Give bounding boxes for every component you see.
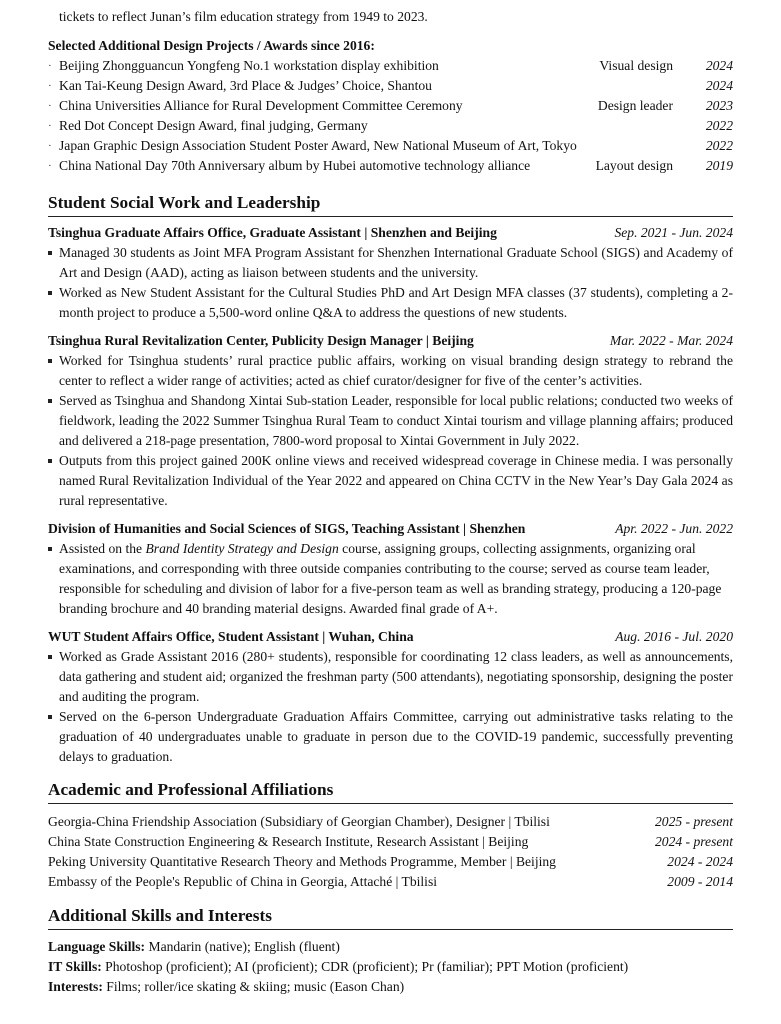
project-item [48, 96, 733, 116]
bullet-item: Worked for Tsinghua students’ rural practice public affairs, working on visual branding design strategy to rebrand the center to reflect a wider range of activities; acted as chief curator/designer for five of the center’s activities. [48, 351, 733, 391]
affiliation-text: Embassy of the People's Republic of China in Georgia, Attaché | Tbilisi [48, 874, 438, 889]
project-text: Beijing Zhongguancun Yongfeng No.1 workstation display exhibition [59, 58, 439, 73]
course-name: Brand Identity Strategy and Design [145, 541, 339, 556]
skill-value: Films; roller/ice skating & skiing; music (Eason Chan) [102, 979, 405, 994]
affiliation-dates: 2024 - 2024 [667, 854, 733, 869]
bullet-item: Served on the 6-person Undergraduate Graduation Affairs Committee, carrying out administrative tasks relating to the graduation of 40 undergraduates unable to graduate in person due to the COVID-19 pandemic, successfully preventing delays to graduation. [48, 707, 733, 767]
project-role: Layout design [595, 158, 673, 173]
job-org: Tsinghua Rural Revitalization Center, Publicity Design Manager | Beijing [48, 333, 474, 348]
job-org: Division of Humanities and Social Sciences of SIGS, Teaching Assistant | Shenzhen [48, 521, 526, 536]
section-title-affiliations: Academic and Professional Affiliations [48, 778, 733, 804]
job-heading [48, 627, 733, 647]
bullet-item: Managed 30 students as Joint MFA Program Assistant for Shenzhen International Graduate School (SIGS) and Academy of Art and Design (AAD), acting as liaison between students and the university. [48, 243, 733, 283]
job-bullets [48, 647, 733, 767]
bullet-item: Worked as Grade Assistant 2016 (280+ students), responsible for coordinating 12 class leaders, as well as announcements, data gathering and student aid; organized the freshman party (500 attendants), negotiating sponsorship, designing the poster and auditing the program. [48, 647, 733, 707]
section-title-skills: Additional Skills and Interests [48, 904, 733, 930]
skill-value: Photoshop (proficient); AI (proficient); CDR (proficient); Pr (familiar); PPT Motion (proficient) [101, 959, 629, 974]
project-role: Visual design [599, 58, 673, 73]
bullet-dot: · [48, 80, 52, 92]
bullet-item: Worked as New Student Assistant for the Cultural Studies PhD and Art Design MFA classes (37 students), completing a 2-month project to produce a 5,500-word online Q&A to address the questions of new students. [48, 283, 733, 323]
job-heading [48, 331, 733, 351]
job-org: Tsinghua Graduate Affairs Office, Graduate Assistant | Shenzhen and Beijing [48, 225, 497, 240]
job-heading [48, 223, 733, 243]
affiliation-text: Peking University Quantitative Research Theory and Methods Programme, Member | Beijing [48, 854, 556, 869]
project-item [48, 156, 733, 176]
project-item [48, 56, 733, 76]
bullet-dot: · [48, 120, 52, 132]
skill-row-language [48, 937, 733, 957]
section-title-social-work: Student Social Work and Leadership [48, 191, 733, 217]
bullet-dot: · [48, 140, 52, 152]
affiliations-list [48, 812, 733, 892]
affiliation-item [48, 852, 733, 872]
project-text: Japan Graphic Design Association Student Poster Award, New National Museum of Art, Tokyo [59, 138, 577, 153]
skills-list [48, 937, 733, 997]
project-year: 2024 [705, 78, 733, 93]
job-dates: Apr. 2022 - Jun. 2022 [615, 521, 733, 536]
affiliation-item [48, 812, 733, 832]
project-text: China Universities Alliance for Rural Development Committee Ceremony [59, 98, 463, 113]
project-item [48, 76, 733, 96]
job-dates: Mar. 2022 - Mar. 2024 [609, 333, 733, 348]
job-heading [48, 519, 733, 539]
skill-label: Interests: [48, 979, 103, 994]
affiliation-dates: 2025 - present [654, 814, 733, 829]
job-bullets [48, 243, 733, 323]
skill-row-interests [48, 977, 733, 997]
project-year: 2024 [705, 58, 733, 73]
bullet-text-suffix: course, assigning groups, collecting assignments, organizing oral examinations, and corresponding with three outside companies contributing to the course; served as course team leader, responsible for scheduling and division of labor for a five-person team as well as branding strategy, producing a 120-page branding brochure and 40 branding material designs. Awarded final grade of A+. [59, 541, 722, 616]
job-dates: Aug. 2016 - Jul. 2020 [615, 629, 733, 644]
project-role: Design leader [597, 98, 673, 113]
bullet-item [48, 539, 733, 619]
bullet-dot: · [48, 60, 52, 72]
affiliation-text: China State Construction Engineering & Research Institute, Research Assistant | Beijing [48, 834, 529, 849]
bullet-text-prefix: Assisted on the [59, 541, 146, 556]
skill-label: Language Skills: [48, 939, 146, 954]
project-year: 2023 [705, 98, 733, 113]
affiliation-text: Georgia-China Friendship Association (Subsidiary of Georgian Chamber), Designer | Tbilisi [48, 814, 550, 829]
job-org: WUT Student Affairs Office, Student Assistant | Wuhan, China [48, 629, 414, 644]
affiliation-item [48, 832, 733, 852]
affiliation-dates: 2009 - 2014 [667, 874, 733, 889]
project-item [48, 136, 733, 156]
job-dates: Sep. 2021 - Jun. 2024 [614, 225, 733, 240]
bullet-dot: · [48, 100, 52, 112]
skill-label: IT Skills: [48, 959, 102, 974]
project-text: Red Dot Concept Design Award, final judging, Germany [59, 118, 368, 133]
skill-row-it [48, 957, 733, 977]
bullet-dot: · [48, 160, 52, 172]
project-year: 2019 [705, 158, 733, 173]
projects-list [48, 56, 733, 176]
project-year: 2022 [705, 118, 733, 133]
project-text: Kan Tai-Keung Design Award, 3rd Place & Judges’ Choice, Shantou [59, 78, 432, 93]
project-item [48, 116, 733, 136]
skill-value: Mandarin (native); English (fluent) [145, 939, 340, 954]
bullet-item: Served as Tsinghua and Shandong Xintai Sub-station Leader, responsible for local public relations; conducted two weeks of fieldwork, leading the 2022 Summer Tsinghua Rural Team to conduct Xintai tourism and village planning affairs; produced and delivered a 218-page presentation, 7800-word proposal to Xintai Government in July 2022. [48, 391, 733, 451]
lead-line: tickets to reflect Junan’s film education strategy from 1949 to 2023. [59, 9, 428, 24]
project-year: 2022 [705, 138, 733, 153]
bullet-item: Outputs from this project gained 200K online views and received widespread coverage in Chinese media. I was personally named Rural Revitalization Individual of the Year 2022 and appeared on China CCTV in the New Year’s Day Gala 2024 as rural representative. [48, 451, 733, 511]
resume-page [48, 7, 733, 997]
job-bullets [48, 539, 733, 619]
project-text: China National Day 70th Anniversary album by Hubei automotive technology alliance [59, 158, 531, 173]
job-bullets [48, 351, 733, 511]
affiliation-item [48, 872, 733, 892]
projects-heading: Selected Additional Design Projects / Awards since 2016: [48, 38, 375, 53]
affiliation-dates: 2024 - present [654, 834, 733, 849]
